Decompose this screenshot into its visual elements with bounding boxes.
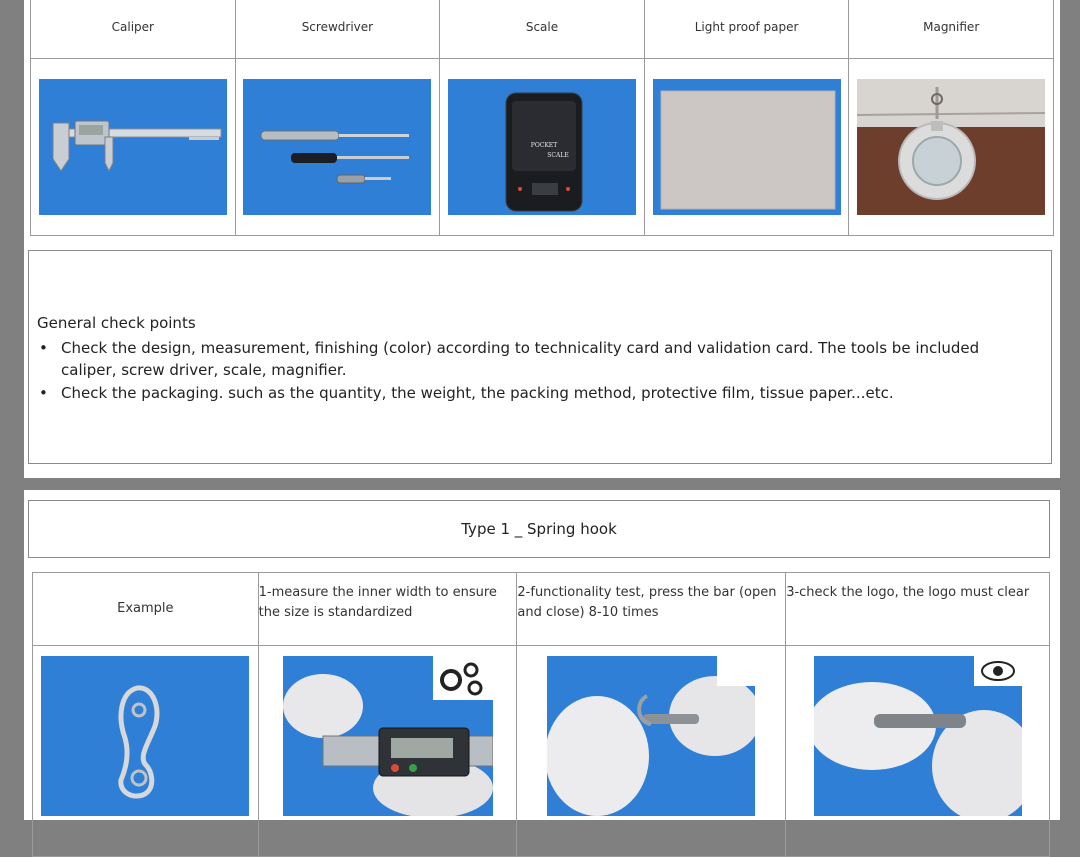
paper-photo [653, 79, 841, 215]
tools-page [24, 0, 1060, 478]
step-cell-measure [258, 646, 517, 857]
check-points-title: General check points [37, 314, 196, 332]
tool-header-magnifier: Magnifier [849, 0, 1054, 59]
scale-photo [448, 79, 636, 215]
tool-cell-caliper [31, 59, 236, 236]
check-point-item [37, 382, 1037, 404]
bullet: • [39, 384, 48, 402]
measure-photo [283, 656, 493, 816]
tool-cell-light-proof-paper [644, 59, 849, 236]
check-points-list [37, 337, 1037, 405]
functionality-photo [547, 656, 755, 816]
tool-header-screwdriver: Screwdriver [235, 0, 440, 59]
scale-brand-line1: POCKET [530, 142, 558, 149]
check-point-item [37, 337, 1037, 381]
check-point-text: Check the design, measurement, finishing (color) according to technicality card and validation card. The tools be included caliper, screw driver, scale, magnifier. [61, 339, 980, 379]
screwdriver-photo [243, 79, 431, 215]
general-check-points [28, 250, 1052, 464]
spring-hook-page [24, 490, 1060, 820]
tool-cell-screwdriver [235, 59, 440, 236]
tool-header-scale: Scale [440, 0, 645, 59]
step-cell-example [33, 646, 259, 857]
scale-brand-line2: SCALE [547, 152, 569, 159]
step-cell-functionality [517, 646, 786, 857]
type-title: Type 1 _ Spring hook [28, 500, 1050, 558]
tools-table [30, 0, 1054, 236]
step-header-measure: 1-measure the inner width to ensure the size is standardized [258, 573, 517, 646]
tool-cell-scale [440, 59, 645, 236]
step-cell-logo [786, 646, 1050, 857]
steps-table [32, 572, 1050, 857]
step-header-functionality: 2-functionality test, press the bar (open and close) 8-10 times [517, 573, 786, 646]
caliper-photo [39, 79, 227, 215]
step-header-logo: 3-check the logo, the logo must clear [786, 573, 1050, 646]
bullet: • [39, 339, 48, 357]
spring-hook-photo [41, 656, 249, 816]
check-point-text: Check the packaging. such as the quantity, the weight, the packing method, protective film, tissue paper...etc. [61, 384, 894, 402]
tool-cell-magnifier [849, 59, 1054, 236]
tool-header-caliper: Caliper [31, 0, 236, 59]
logo-check-photo [814, 656, 1022, 816]
tool-header-light-proof-paper: Light proof paper [644, 0, 849, 59]
step-header-example: Example [33, 573, 259, 646]
magnifier-photo [857, 79, 1045, 215]
